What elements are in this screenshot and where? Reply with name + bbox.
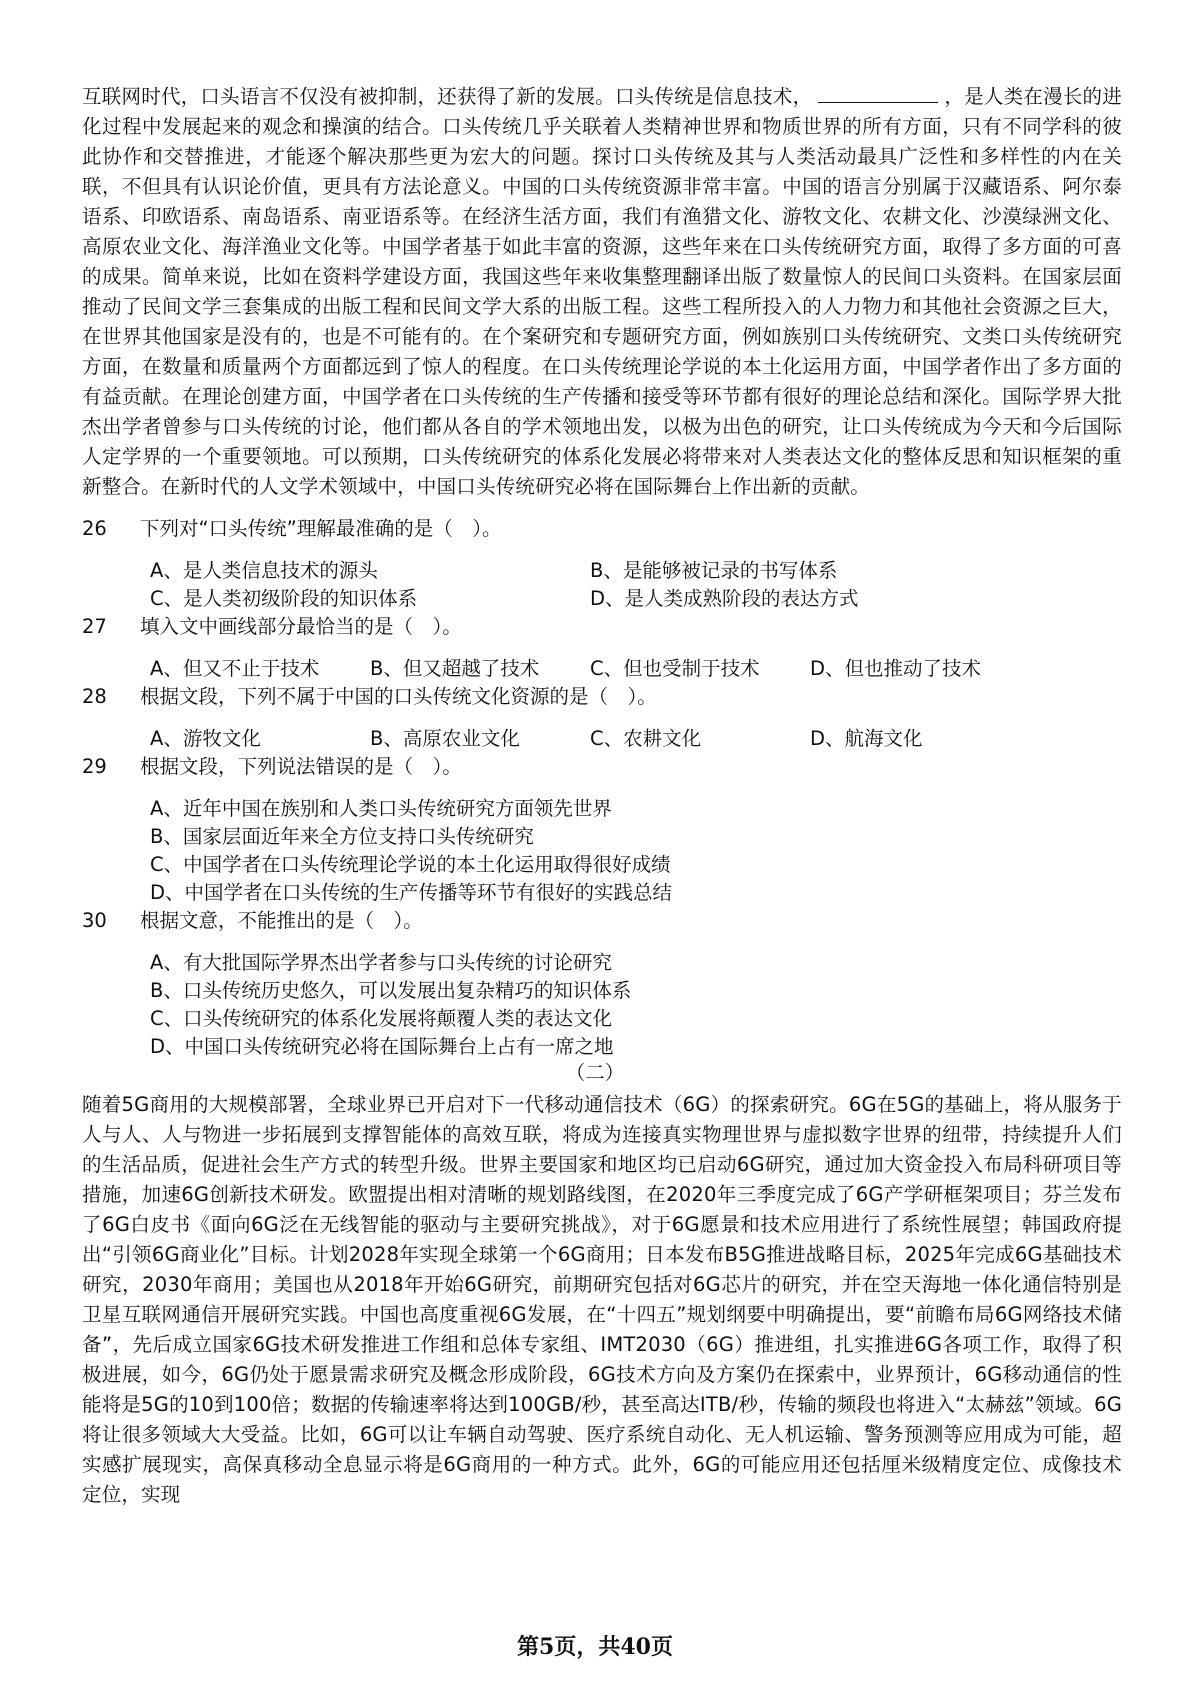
- option-d[interactable]: D、是人类成熟阶段的表达方式: [590, 587, 859, 610]
- option-b[interactable]: B、口头传统历史悠久，可以发展出复杂精巧的知识体系: [150, 979, 632, 1002]
- option-b[interactable]: B、是能够被记录的书写体系: [590, 559, 838, 582]
- question-30: [82, 906, 423, 936]
- passage-two: 随着5G商用的大规模部署，全球业界已开启对下一代移动通信技术（6G）的探索研究。6G在5G的基础上，将从服务于人与人、人与物进一步拓展到支撑智能体的高效互联，将成为连接真实物理世界与虚拟数字世界的纽带，持续提升人们的生活品质，促进社会生产方式的转型升级。世界主要国家和地区均已启动6G研究，通过加大资金投入布局科研项目等措施，加速6G创新技术研发。欧盟提出相对清晰的规划路线图，在2020年三季度完成了6G产学研框架项目；芬兰发布了6G白皮书《面向6G泛在无线智能的驱动与主要研究挑战》，对于6G愿景和技术应用进行了系统性展望；韩国政府提出“引领6G商业化”目标。计划2028年实现全球第一个6G商用；日本发布B5G推进战略目标，2025年完成6G基础技术研究，2030年商用；美国也从2018年开始6G研究，前期研究包括对6G芯片的研究，并在空天海地一体化通信特别是卫星互联网通信开展研究实践。中国也高度重视6G发展，在“十四五”规划纲要中明确提出，要“前瞻布局6G网络技术储备”，先后成立国家6G技术研发推进工作组和总体专家组、IMT2030（6G）推进组，扎实推进6G各项工作，取得了积极进展，如今，6G仍处于愿景需求研究及概念形成阶段，6G技术方向及方案仍在探索中，业界预计，6G移动通信的性能将是5G的10到100倍；数据的传输速率将达到100GB/秒，甚至高达ITB/秒，传输的频段也将进入“太赫兹”领域。6G将让很多领域大大受益。比如，6G可以让车辆自动驾驶、医疗系统自动化、无人机运输、警务预测等应用成为可能，超实感扩展现实，高保真移动全息显示将是6G商用的一种方式。此外，6G的可能应用还包括厘米级精度定位、成像技术定位，实现: [82, 1093, 1122, 1506]
- option-d[interactable]: D、航海文化: [810, 727, 923, 750]
- option-a[interactable]: A、有大批国际学界杰出学者参与口头传统的讨论研究: [150, 951, 612, 974]
- option-c[interactable]: C、农耕文化: [590, 727, 702, 750]
- option-c[interactable]: C、是人类初级阶段的知识体系: [150, 587, 418, 610]
- option-d[interactable]: D、中国口头传统研究必将在国际舞台上占有一席之地: [150, 1035, 614, 1058]
- question-stem: 根据文意，不能推出的是（ ）。: [140, 909, 423, 932]
- question-27: [82, 612, 462, 642]
- option-b[interactable]: B、高原农业文化: [370, 727, 520, 750]
- question-number: 30: [82, 909, 107, 932]
- question-stem: 根据文段，下列说法错误的是（ ）。: [140, 755, 462, 778]
- option-b[interactable]: B、国家层面近年来全方位支持口头传统研究: [150, 825, 534, 848]
- option-a[interactable]: A、游牧文化: [150, 727, 261, 750]
- passage-one-rest: ，是人类在漫长的进化过程中发展起来的观念和操演的结合。口头传统几乎关联着人类精神世界和物质世界的所有方面，只有不同学科的彼此协作和交替推进，才能逐个解决那些更为宏大的问题。探讨口头传统及其与人类活动最具广泛性和多样性的内在关联，不但具有认识论价值，更具有方法论意义。中国的口头传统资源非常丰富。中国的语言分别属于汉藏语系、阿尔泰语系、印欧语系、南岛语系、南亚语系等。在经济生活方面，我们有渔猎文化、游牧文化、农耕文化、沙漠绿洲文化、高原农业文化、海洋渔业文化等。中国学者基于如此丰富的资源，这些年来在口头传统研究方面，取得了多方面的可喜的成果。简单来说，比如在资料学建设方面，我国这些年来收集整理翻译出版了数量惊人的民间口头资料。在国家层面推动了民间文学三套集成的出版工程和民间文学大系的出版工程。这些工程所投入的人力物力和其他社会资源之巨大，在世界其他国家是没有的，也是不可能有的。在个案研究和专题研究方面，例如族别口头传统研究、文类口头传统研究方面，在数量和质量两个方面都远到了惊人的程度。在口头传统理论学说的本土化运用方面，中国学者作出了多方面的有益贡献。在理论创建方面，中国学者在口头传统的生产传播和接受等环节都有很好的理论总结和深化。国际学界大批杰出学者曾参与口头传统的讨论，他们都从各自的学术领地出发，以极为出色的研究，让口头传统成为今天和今后国际人定学界的一个重要领地。可以预期，口头传统研究的体系化发展必将带来对人类表达文化的整体反思和知识框架的重新整合。在新时代的人文学术领域中，中国口头传统研究必将在国际舞台上作出新的贡献。: [82, 85, 1122, 498]
- section-heading: （二）: [565, 1061, 625, 1084]
- question-stem: 根据文段，下列不属于中国的口头传统文化资源的是（ ）。: [140, 685, 657, 708]
- option-b[interactable]: B、但又超越了技术: [370, 657, 540, 680]
- option-a[interactable]: A、近年中国在族别和人类口头传统研究方面领先世界: [150, 797, 612, 820]
- page-footer: 第5页，共40页: [517, 1634, 673, 1660]
- fill-in-blank: [818, 84, 938, 103]
- question-29: [82, 752, 462, 782]
- question-stem: 填入文中画线部分最恰当的是（ ）。: [140, 615, 462, 638]
- passage-one: [82, 82, 1122, 502]
- option-c[interactable]: C、中国学者在口头传统理论学说的本土化运用取得很好成绩: [150, 853, 671, 876]
- question-number: 26: [82, 517, 107, 540]
- option-c[interactable]: C、口头传统研究的体系化发展将颠覆人类的表达文化: [150, 1007, 613, 1030]
- question-number: 28: [82, 685, 107, 708]
- option-d[interactable]: D、中国学者在口头传统的生产传播等环节有很好的实践总结: [150, 881, 673, 904]
- option-a[interactable]: A、是人类信息技术的源头: [150, 559, 378, 582]
- option-d[interactable]: D、但也推动了技术: [810, 657, 982, 680]
- passage-one-start: 互联网时代，口头语言不仅没有被抑制，还获得了新的发展。口头传统是信息技术，: [82, 85, 813, 108]
- question-number: 29: [82, 755, 107, 778]
- question-stem: 下列对“口头传统”理解最准确的是（ ）。: [140, 517, 502, 540]
- question-number: 27: [82, 615, 107, 638]
- question-28: [82, 682, 657, 712]
- question-26: [82, 514, 501, 544]
- option-c[interactable]: C、但也受制于技术: [590, 657, 760, 680]
- option-a[interactable]: A、但又不止于技术: [150, 657, 320, 680]
